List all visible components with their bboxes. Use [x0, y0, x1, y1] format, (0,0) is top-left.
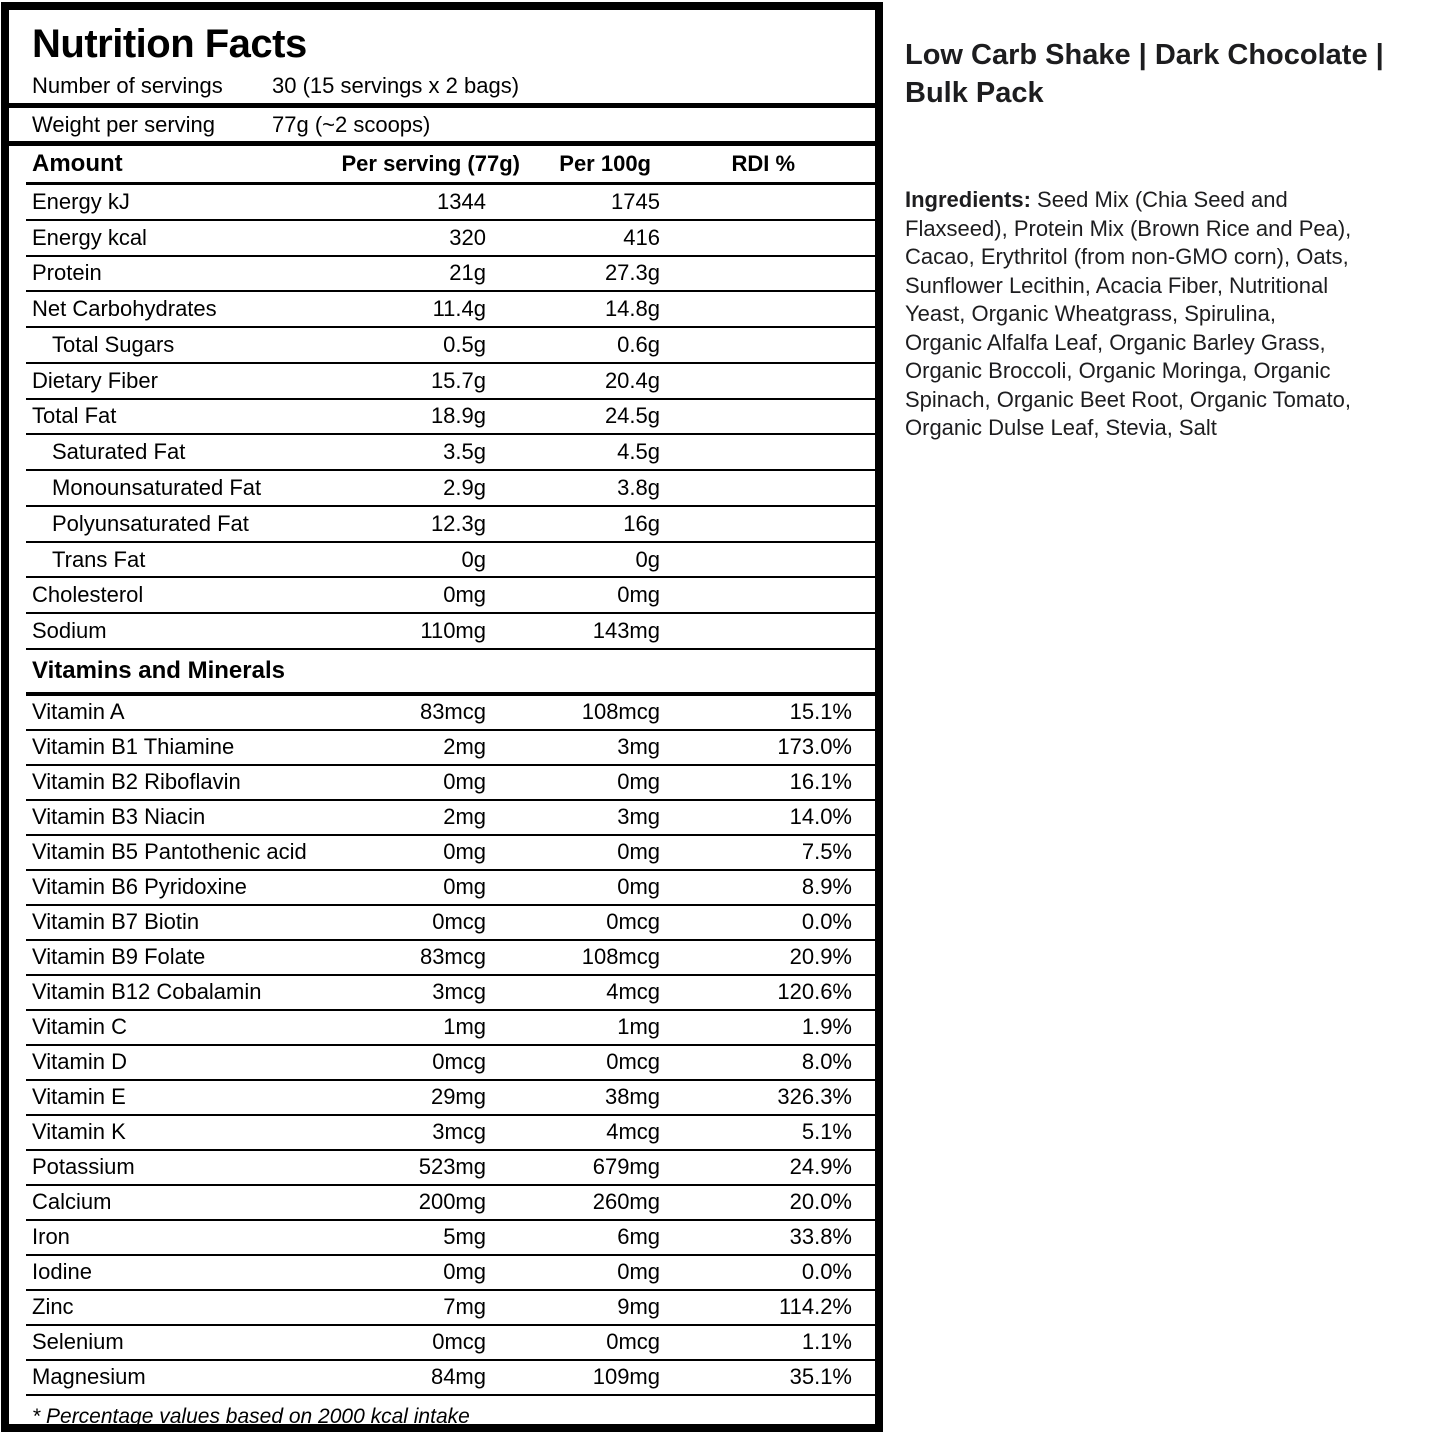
- per-100g-value: 416: [623, 224, 660, 250]
- per-serving-value: 2mg: [443, 734, 486, 760]
- per-100g-column-header: Per 100g: [559, 151, 651, 176]
- nutrient-name: Vitamin B12 Cobalamin: [32, 979, 262, 1005]
- nutrient-name: Saturated Fat: [52, 439, 186, 465]
- weight-label: Weight per serving: [32, 111, 216, 137]
- vitamins-section-header: Vitamins and Minerals: [26, 650, 875, 696]
- nutrition-table: [26, 146, 875, 1429]
- per-100g-value: 0mcg: [606, 909, 660, 935]
- per-serving-value: 3.5g: [443, 439, 486, 465]
- per-serving-value: 83mcg: [419, 699, 486, 725]
- nutrient-name: Vitamin D: [32, 1049, 127, 1075]
- per-100g-value: 3.8g: [617, 475, 660, 500]
- per-serving-value: 320: [449, 224, 486, 250]
- per-100g-value: 3mg: [617, 734, 660, 760]
- per-serving-value: 0mg: [443, 839, 486, 865]
- table-row: [26, 257, 875, 293]
- per-100g-value: 20.4g: [604, 367, 660, 393]
- nutrient-name: Potassium: [32, 1154, 135, 1180]
- table-row: [26, 836, 875, 871]
- weight-row: [9, 108, 875, 146]
- nutrient-name: Sodium: [32, 618, 107, 644]
- rdi-value: 5.1%: [801, 1119, 852, 1145]
- per-100g-value: 0.6g: [617, 331, 660, 357]
- nutrient-name: Magnesium: [32, 1364, 146, 1390]
- rdi-value: 0.0%: [801, 909, 852, 935]
- nutrient-name: Vitamin B7 Biotin: [32, 909, 200, 935]
- table-row: [26, 1221, 875, 1256]
- rdi-value: 24.9%: [789, 1154, 852, 1180]
- table-row: [26, 1291, 875, 1326]
- product-title: Low Carb Shake | Dark Chocolate | Bulk Pack: [905, 39, 1384, 109]
- nutrient-name: Protein: [32, 260, 102, 286]
- nutrient-name: Polyunsaturated Fat: [52, 510, 249, 536]
- per-serving-value: 0mcg: [432, 1329, 486, 1355]
- per-serving-value: 0mg: [443, 1259, 486, 1285]
- per-serving-value: 29mg: [430, 1084, 486, 1110]
- table-row: [26, 1081, 875, 1116]
- servings-label: Number of servings: [32, 72, 223, 98]
- table-row: [26, 221, 875, 257]
- per-serving-value: 3mcg: [432, 979, 486, 1005]
- per-100g-value: 108mcg: [581, 944, 660, 970]
- per-serving-value: 83mcg: [419, 944, 486, 970]
- nutrient-name: Energy kcal: [32, 224, 147, 250]
- per-serving-value: 1mg: [443, 1014, 486, 1040]
- servings-row: [9, 68, 875, 108]
- rdi-value: 7.5%: [801, 839, 852, 865]
- nutrient-name: Dietary Fiber: [32, 367, 158, 393]
- nutrient-name: Total Sugars: [52, 331, 175, 357]
- per-serving-value: 1344: [437, 188, 486, 214]
- nutrient-name: Vitamin B3 Niacin: [32, 804, 206, 830]
- rdi-value: 20.9%: [789, 944, 852, 970]
- table-row: [26, 696, 875, 731]
- per-100g-value: 0mg: [617, 1259, 660, 1285]
- rdi-value: 326.3%: [777, 1084, 852, 1110]
- column-header-row: [26, 146, 875, 185]
- per-serving-value: 2.9g: [443, 475, 486, 500]
- rdi-value: 8.0%: [801, 1049, 852, 1075]
- per-100g-value: 3mg: [617, 804, 660, 830]
- table-row: [26, 400, 875, 436]
- rdi-value: 15.1%: [789, 699, 852, 725]
- nutrient-name: Vitamin B5 Pantothenic acid: [32, 839, 307, 865]
- rdi-value: 16.1%: [789, 769, 852, 795]
- nutrient-name: Iodine: [32, 1259, 92, 1285]
- rdi-value: 173.0%: [777, 734, 852, 760]
- per-serving-value: 0mcg: [432, 909, 486, 935]
- per-serving-value: 0.5g: [443, 331, 486, 357]
- nutrient-name: Energy kJ: [32, 188, 130, 214]
- nutrient-name: Zinc: [32, 1294, 74, 1320]
- per-serving-value: 3mcg: [432, 1119, 486, 1145]
- table-row: [26, 906, 875, 941]
- per-100g-value: 679mg: [592, 1154, 660, 1180]
- table-row: [26, 364, 875, 400]
- macro-rows: [26, 185, 875, 650]
- rdi-value: 35.1%: [789, 1364, 852, 1390]
- per-serving-value: 11.4g: [432, 296, 486, 322]
- rdi-value: 0.0%: [801, 1259, 852, 1285]
- table-row: [26, 614, 875, 650]
- per-serving-value: 0mg: [443, 769, 486, 795]
- rdi-value: 14.0%: [789, 804, 852, 830]
- per-100g-value: 0mg: [617, 582, 660, 608]
- per-serving-value: 7mg: [443, 1294, 486, 1320]
- per-100g-value: 1mg: [617, 1014, 660, 1040]
- rdi-value: 120.6%: [777, 979, 852, 1005]
- table-row: [26, 1046, 875, 1081]
- weight-value: 77g (~2 scoops): [272, 111, 431, 137]
- per-serving-value: 18.9g: [430, 403, 486, 429]
- per-serving-column-header: Per serving (77g): [341, 151, 520, 176]
- amount-column-header: Amount: [32, 150, 123, 177]
- per-100g-value: 9mg: [617, 1294, 660, 1320]
- table-row: [26, 801, 875, 836]
- per-100g-value: 0mcg: [606, 1329, 660, 1355]
- ingredients-paragraph: [905, 186, 1357, 443]
- footnote: * Percentage values based on 2000 kcal intake: [32, 1404, 470, 1428]
- table-row: [26, 507, 875, 543]
- table-row: [26, 1361, 875, 1396]
- nutrient-name: Selenium: [32, 1329, 124, 1355]
- per-100g-value: 0mg: [617, 769, 660, 795]
- per-100g-value: 4.5g: [617, 439, 660, 465]
- nutrient-name: Net Carbohydrates: [32, 296, 217, 322]
- per-100g-value: 260mg: [592, 1189, 660, 1215]
- table-row: [26, 731, 875, 766]
- rdi-value: 8.9%: [801, 874, 852, 900]
- per-serving-value: 15.7g: [430, 367, 486, 393]
- nutrient-name: Trans Fat: [52, 546, 146, 572]
- nutrient-name: Iron: [32, 1224, 70, 1250]
- nutrient-name: Vitamin B6 Pyridoxine: [32, 874, 247, 900]
- table-row: [26, 435, 875, 471]
- table-row: [26, 1186, 875, 1221]
- nutrient-name: Vitamin E: [32, 1084, 126, 1110]
- rdi-value: 1.1%: [801, 1329, 852, 1355]
- per-100g-value: 1745: [611, 188, 660, 214]
- per-serving-value: 110mg: [420, 618, 486, 644]
- table-row: [26, 328, 875, 364]
- ingredients-label: Ingredients:: [905, 187, 1031, 212]
- table-row: [26, 976, 875, 1011]
- nutrient-name: Vitamin A: [32, 699, 125, 725]
- table-row: [26, 292, 875, 328]
- table-row: [26, 1116, 875, 1151]
- rdi-value: 114.2%: [779, 1294, 852, 1320]
- per-serving-value: 84mg: [430, 1364, 486, 1390]
- per-serving-value: 0g: [461, 546, 486, 572]
- per-100g-value: 24.5g: [604, 403, 660, 429]
- table-row: [26, 1151, 875, 1186]
- per-100g-value: 27.3g: [604, 260, 660, 286]
- table-row: [26, 1326, 875, 1361]
- per-100g-value: 16g: [623, 510, 660, 536]
- rdi-value: 20.0%: [789, 1189, 852, 1215]
- table-row: [26, 471, 875, 507]
- table-row: [26, 185, 875, 221]
- per-serving-value: 2mg: [443, 804, 486, 830]
- per-100g-value: 0g: [635, 546, 660, 572]
- vitamin-rows: [26, 696, 875, 1396]
- table-row: [26, 578, 875, 614]
- per-100g-value: 109mg: [592, 1364, 660, 1390]
- nutrient-name: Vitamin B1 Thiamine: [32, 734, 235, 760]
- per-serving-value: 21g: [449, 260, 486, 286]
- per-100g-value: 143mg: [592, 618, 660, 644]
- per-100g-value: 108mcg: [581, 699, 660, 725]
- ingredients-text: Seed Mix (Chia Seed and Flaxseed), Protein Mix (Brown Rice and Pea), Cacao, Erythritol (from non-GMO corn), Oats, Sunflower Lecithin, Acacia Fiber, Nutritional Yeast, Organic Wheatgrass, Spirulina, Organic Alfalfa Leaf, Organic Barley Grass, Organic Broccoli, Organic Moringa, Organic Spinach, Organic Beet Root, Organic Tomato, Organic Dulse Leaf, Stevia, Salt: [905, 187, 1352, 440]
- rdi-value: 33.8%: [789, 1224, 852, 1250]
- nutrient-name: Cholesterol: [32, 582, 144, 608]
- table-row: [26, 766, 875, 801]
- per-100g-value: 0mg: [617, 874, 660, 900]
- per-serving-value: 0mg: [443, 874, 486, 900]
- nutrient-name: Monounsaturated Fat: [52, 475, 262, 500]
- nutrition-facts-label: [1, 2, 883, 1432]
- per-serving-value: 0mg: [443, 582, 486, 608]
- nutrient-name: Vitamin B9 Folate: [32, 944, 206, 970]
- nutrient-name: Vitamin K: [32, 1119, 126, 1145]
- nutrition-facts-title: Nutrition Facts: [32, 22, 307, 66]
- table-row: [26, 941, 875, 976]
- servings-value: 30 (15 servings x 2 bags): [272, 72, 520, 98]
- per-serving-value: 523mg: [418, 1154, 486, 1180]
- per-100g-value: 4mcg: [606, 1119, 660, 1145]
- per-serving-value: 12.3g: [430, 510, 486, 536]
- table-row: [26, 543, 875, 579]
- nutrient-name: Total Fat: [32, 403, 117, 429]
- per-serving-value: 5mg: [443, 1224, 486, 1250]
- rdi-column-header: RDI %: [731, 151, 795, 176]
- nutrient-name: Vitamin B2 Riboflavin: [32, 769, 241, 795]
- nutrient-name: Calcium: [32, 1189, 112, 1215]
- table-row: [26, 1256, 875, 1291]
- per-100g-value: 6mg: [617, 1224, 660, 1250]
- per-100g-value: 38mg: [604, 1084, 660, 1110]
- table-row: [26, 871, 875, 906]
- per-100g-value: 14.8g: [604, 296, 660, 322]
- rdi-value: 1.9%: [801, 1014, 852, 1040]
- per-100g-value: 0mcg: [606, 1049, 660, 1075]
- per-100g-value: 4mcg: [606, 979, 660, 1005]
- per-serving-value: 200mg: [418, 1189, 486, 1215]
- per-serving-value: 0mcg: [432, 1049, 486, 1075]
- table-row: [26, 1011, 875, 1046]
- nutrient-name: Vitamin C: [32, 1014, 127, 1040]
- per-100g-value: 0mg: [617, 839, 660, 865]
